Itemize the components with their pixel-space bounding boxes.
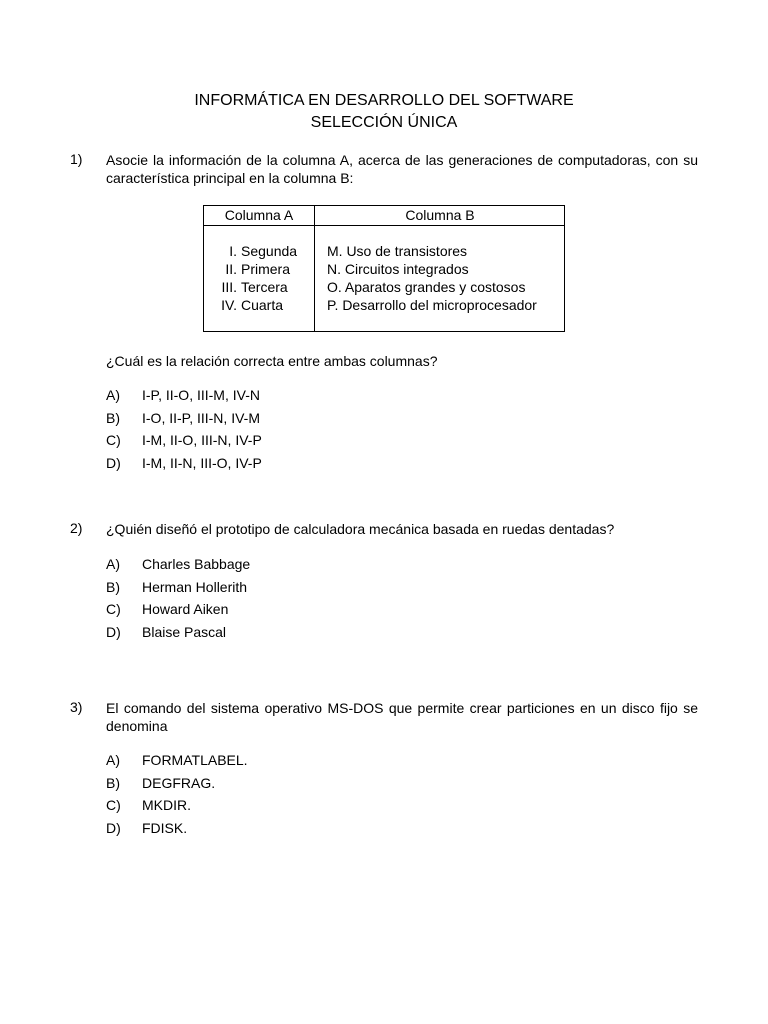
question-1-number: 1) (70, 151, 83, 167)
column-a-label: Cuarta (241, 297, 284, 313)
column-a-item (204, 278, 314, 296)
option-text: I-M, II-N, III-O, IV-P (142, 454, 262, 471)
document-subtitle: SELECCIÓN ÚNICA (310, 114, 458, 131)
column-a-label: Segunda (241, 243, 298, 259)
answer-option[interactable] (106, 576, 250, 599)
question-2-text: ¿Quién diseñó el prototipo de calculadora mecánica basada en ruedas dentadas? (106, 521, 615, 537)
column-a-label: Tercera (241, 279, 288, 295)
question-2-options (106, 553, 250, 643)
question-1-prompt: ¿Cuál es la relación correcta entre ambas columnas? (106, 353, 438, 369)
option-text: Herman Hollerith (142, 578, 248, 595)
answer-option[interactable] (106, 452, 262, 475)
answer-option[interactable] (106, 817, 248, 840)
generations-table (203, 205, 565, 332)
table-header-column-b: Columna B (405, 207, 475, 223)
column-a-numeral: IV. (221, 297, 237, 313)
answer-option[interactable] (106, 553, 250, 576)
column-b-item: O. Aparatos grandes y costosos (327, 279, 526, 295)
table-column-divider (314, 206, 315, 331)
column-a-label: Primera (241, 261, 291, 277)
option-letter: D) (106, 623, 121, 640)
answer-option[interactable] (106, 407, 262, 430)
option-text: DEGFRAG. (142, 774, 216, 791)
table-header-column-a: Columna A (224, 207, 294, 223)
column-a-numeral: I. (229, 243, 237, 259)
option-letter: B) (106, 409, 120, 426)
document-title: INFORMÁTICA EN DESARROLLO DEL SOFTWARE (194, 92, 574, 109)
column-a-item (204, 260, 314, 278)
option-letter: B) (106, 774, 120, 791)
question-1-options (106, 384, 262, 474)
column-b-item: M. Uso de transistores (327, 243, 468, 259)
column-b-item: P. Desarrollo del microprocesador (327, 297, 537, 313)
table-column-b (327, 242, 563, 314)
option-text: Charles Babbage (142, 556, 251, 572)
answer-option[interactable] (106, 749, 248, 772)
answer-option[interactable] (106, 429, 262, 452)
table-header-row (204, 206, 564, 226)
option-letter: A) (106, 387, 120, 403)
option-text: Blaise Pascal (142, 623, 227, 640)
option-letter: B) (106, 578, 120, 595)
answer-option[interactable] (106, 384, 262, 407)
option-text: I-P, II-O, III-M, IV-N (142, 387, 260, 403)
question-3-number: 3) (70, 699, 83, 715)
column-a-item (204, 296, 314, 314)
answer-option[interactable] (106, 772, 248, 795)
option-text: MKDIR. (142, 797, 191, 813)
question-3-options (106, 749, 248, 839)
question-1-text: Asocie la información de la columna A, acerca de las generaciones de computadoras, con su característica principal en la columna B: (106, 152, 698, 186)
option-letter: C) (106, 601, 121, 617)
option-letter: A) (106, 752, 120, 768)
option-letter: D) (106, 819, 121, 836)
option-letter: C) (106, 797, 121, 813)
option-text: Howard Aiken (142, 601, 229, 617)
answer-option[interactable] (106, 598, 250, 621)
answer-option[interactable] (106, 794, 248, 817)
question-3-text: El comando del sistema operativo MS-DOS que permite crear particiones en un disco fijo se denomina (106, 700, 698, 734)
option-letter: C) (106, 432, 121, 448)
option-text: I-O, II-P, III-N, IV-M (142, 409, 260, 426)
option-text: I-M, II-O, III-N, IV-P (142, 432, 262, 448)
column-a-item (204, 242, 314, 260)
column-a-numeral: II. (225, 261, 237, 277)
answer-option[interactable] (106, 621, 250, 644)
question-2-number: 2) (70, 520, 83, 536)
column-a-numeral: III. (221, 279, 237, 295)
table-column-a (204, 242, 314, 314)
option-text: FDISK. (142, 819, 188, 836)
option-letter: A) (106, 556, 120, 572)
column-b-item: N. Circuitos integrados (327, 261, 469, 277)
option-text: FORMATLABEL. (142, 752, 248, 768)
option-letter: D) (106, 454, 121, 471)
